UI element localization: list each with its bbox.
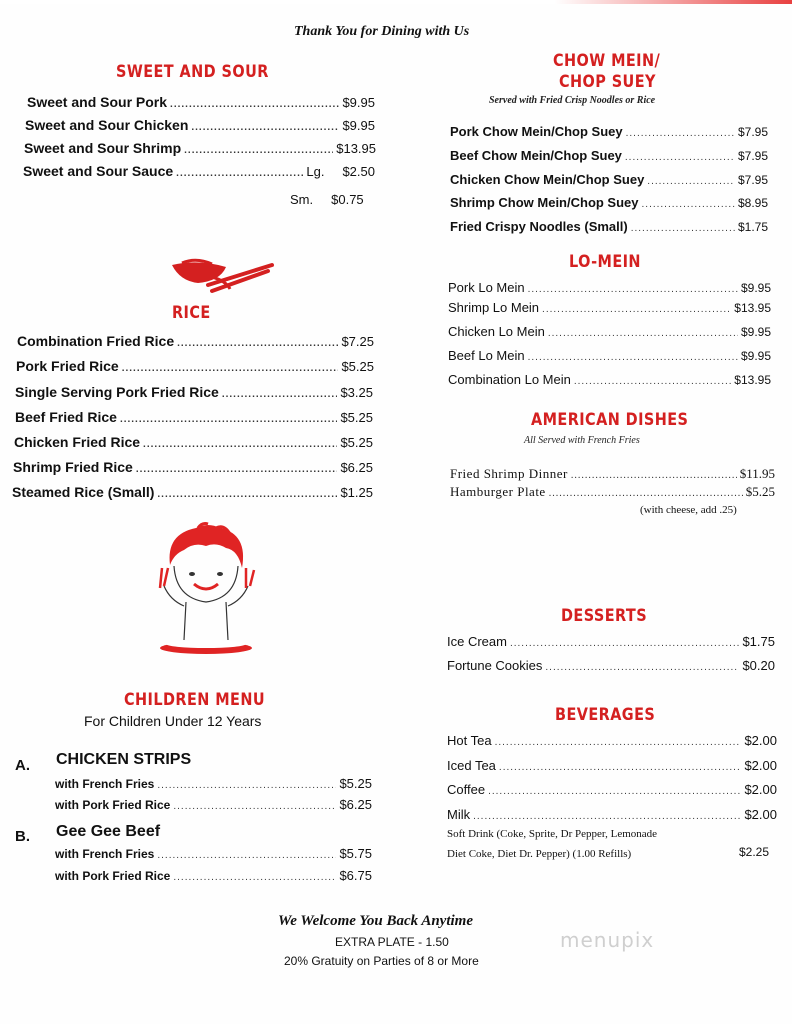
dot-leader [574,376,731,387]
dot-leader [571,470,737,481]
item-name: Sweet and Sour Sauce [23,163,174,179]
american-note: All Served with French Fries [524,435,640,446]
menu-row [448,348,771,363]
item-name: Beef Fried Rice [15,409,117,425]
menu-row [450,484,775,500]
menu-row [447,807,777,822]
menu-row [450,172,768,187]
item-name: Shrimp Fried Rice [13,459,133,475]
item-price: $5.75 [339,846,372,861]
dot-leader [631,223,735,234]
dot-leader [488,786,741,797]
gee-gee-beef-title: Gee Gee Beef [56,823,161,840]
item-price: $7.95 [737,173,768,187]
item-name: Beef Lo Mein [448,348,525,363]
item-price: $5.25 [341,359,374,374]
dot-leader [173,801,336,812]
dot-leader [176,168,303,179]
item-name: Fortune Cookies [447,658,543,673]
item-price: $0.20 [742,658,775,673]
menu-row [24,140,376,156]
item-name: Milk [447,807,471,822]
item-name: Sweet and Sour Chicken [25,117,189,133]
watermark-logo: menupix [560,928,655,952]
chow-mein-note: Served with Fried Crisp Noodles or Rice [489,95,656,106]
item-price: $7.25 [341,334,374,349]
dot-leader [499,762,742,773]
dot-leader [173,872,336,883]
menu-row [23,163,375,179]
item-price: $0.75 [331,192,364,207]
item-price: $6.25 [340,460,373,475]
american-dishes-title: AMERICAN DISHES [531,410,689,430]
menu-row [448,300,771,315]
dot-leader [222,389,338,400]
dot-leader [510,638,739,649]
menu-row [450,219,768,234]
menu-row [447,658,775,673]
item-price: $5.25 [339,776,372,791]
menu-row [290,192,364,207]
dot-leader [545,662,739,673]
chow-mein-title: CHOW MEIN/ [553,51,661,71]
item-name: Shrimp Lo Mein [448,300,540,315]
menu-row [450,195,768,210]
item-price: $2.00 [744,807,777,822]
menu-row [447,758,777,773]
menu-row [55,776,372,791]
menu-row [55,846,372,861]
item-name: Ice Cream [447,634,507,649]
menu-row [25,117,375,133]
item-name: Chicken Fried Rice [14,434,141,450]
menu-row [14,434,373,450]
item-size: Lg. [306,164,325,179]
item-price: $1.75 [742,634,775,649]
item-name: with Pork Fried Rice [55,869,171,883]
soft-drink-price: $2.25 [739,845,770,859]
item-price: $7.95 [737,125,768,139]
dot-leader [549,488,743,499]
item-name: Coffee [447,782,486,797]
dot-leader [542,304,731,315]
item-size: Sm. [290,192,314,207]
beverages-title: BEVERAGES [555,705,656,725]
item-name: Hot Tea [447,733,492,748]
item-price: $2.00 [744,782,777,797]
item-price: $7.95 [737,149,768,163]
item-price: $2.50 [342,164,375,179]
item-price: $13.95 [734,301,771,315]
menu-row [55,797,372,812]
item-price: $9.95 [740,325,771,339]
item-name: Chicken Lo Mein [448,324,545,339]
dot-leader [157,850,336,861]
rice-title: RICE [172,303,211,323]
dot-leader [642,199,735,210]
menu-row [55,868,372,883]
menu-row [447,733,777,748]
item-name: Combination Lo Mein [448,372,571,387]
thank-you-header: Thank You for Dining with Us [294,24,470,39]
item-name: Pork Lo Mein [448,280,525,295]
menu-row [12,484,373,500]
item-name: Sweet and Sour Pork [27,94,168,110]
chop-suey-title: CHOP SUEY [559,72,656,92]
item-name: Beef Chow Mein/Chop Suey [450,148,622,163]
menu-row [27,94,375,110]
lo-mein-title: LO-MEIN [569,252,641,272]
dot-leader [473,811,741,822]
menu-row [17,333,374,349]
menu-row [448,372,771,387]
item-price: $11.95 [739,466,775,481]
dot-leader [191,122,339,133]
item-price: $3.25 [340,385,373,400]
option-letter-a: A. [15,757,30,774]
option-letter-b: B. [15,828,30,845]
desserts-title: DESSERTS [561,606,648,626]
item-price: $9.95 [342,95,375,110]
menu-row [448,280,771,295]
item-name: Fried Crispy Noodles (Small) [450,219,628,234]
item-name: with French Fries [55,847,155,861]
top-edge [0,0,792,4]
welcome-back: We Welcome You Back Anytime [278,913,473,929]
menu-row [447,782,777,797]
item-price: $5.25 [340,410,373,425]
item-name: Hamburger Plate [450,484,546,499]
item-price: $2.00 [744,733,777,748]
item-price: $9.95 [740,281,771,295]
dot-leader [625,152,735,163]
children-menu-title: CHILDREN MENU [124,690,266,710]
menu-row [447,634,775,649]
item-name: Single Serving Pork Fried Rice [15,384,219,400]
item-name: with Pork Fried Rice [55,798,171,812]
item-price: $9.95 [740,349,771,363]
item-name: Shrimp Chow Mein/Chop Suey [450,195,639,210]
item-price: $5.25 [745,484,775,499]
child-mascot-icon [150,520,262,660]
item-price: $1.75 [737,220,768,234]
menu-row [450,124,768,139]
item-price: $2.00 [744,758,777,773]
menu-row [450,148,768,163]
item-price: $6.25 [339,797,372,812]
item-name: Fried Shrimp Dinner [450,466,568,481]
dot-leader [528,284,738,295]
dot-leader [184,145,333,156]
item-name: Pork Fried Rice [16,358,119,374]
soft-drink-line2: Diet Coke, Diet Dr. Pepper) (1.00 Refills) [447,848,632,860]
item-price: $13.95 [734,373,771,387]
item-name: Steamed Rice (Small) [12,484,155,500]
gratuity-note: 20% Gratuity on Parties of 8 or More [284,954,479,968]
dot-leader [120,414,338,425]
dot-leader [528,352,738,363]
menu-row [16,358,374,374]
item-price: $13.95 [336,141,376,156]
soft-drink-line1: Soft Drink (Coke, Sprite, Dr Pepper, Lemonade [447,828,658,840]
item-name: Combination Fried Rice [17,333,175,349]
cheese-note: (with cheese, add .25) [640,504,737,516]
dot-leader [122,363,339,374]
menu-row [15,384,373,400]
dot-leader [626,128,735,139]
dot-leader [177,338,338,349]
item-price: $5.25 [340,435,373,450]
item-name: Pork Chow Mein/Chop Suey [450,124,623,139]
dot-leader [136,464,338,475]
dot-leader [170,99,339,110]
dot-leader [495,737,742,748]
item-price: $9.95 [342,118,375,133]
dot-leader [157,489,337,500]
item-name: with French Fries [55,777,155,791]
item-name: Chicken Chow Mein/Chop Suey [450,172,645,187]
menu-row [448,324,771,339]
item-price: $1.25 [340,485,373,500]
item-price: $8.95 [737,196,768,210]
extra-plate: EXTRA PLATE - 1.50 [335,935,449,949]
menu-row [450,466,775,482]
chicken-strips-title: CHICKEN STRIPS [56,751,192,768]
item-price: $6.75 [339,868,372,883]
dot-leader [548,328,738,339]
menu-row [15,409,373,425]
item-name: Sweet and Sour Shrimp [24,140,182,156]
dot-leader [647,176,735,187]
item-name: Iced Tea [447,758,496,773]
sweet-sour-title: SWEET AND SOUR [116,62,269,82]
dot-leader [157,780,336,791]
children-subtitle: For Children Under 12 Years [84,713,262,729]
menu-row [13,459,373,475]
rice-bowl-icon [168,255,276,295]
dot-leader [143,439,337,450]
